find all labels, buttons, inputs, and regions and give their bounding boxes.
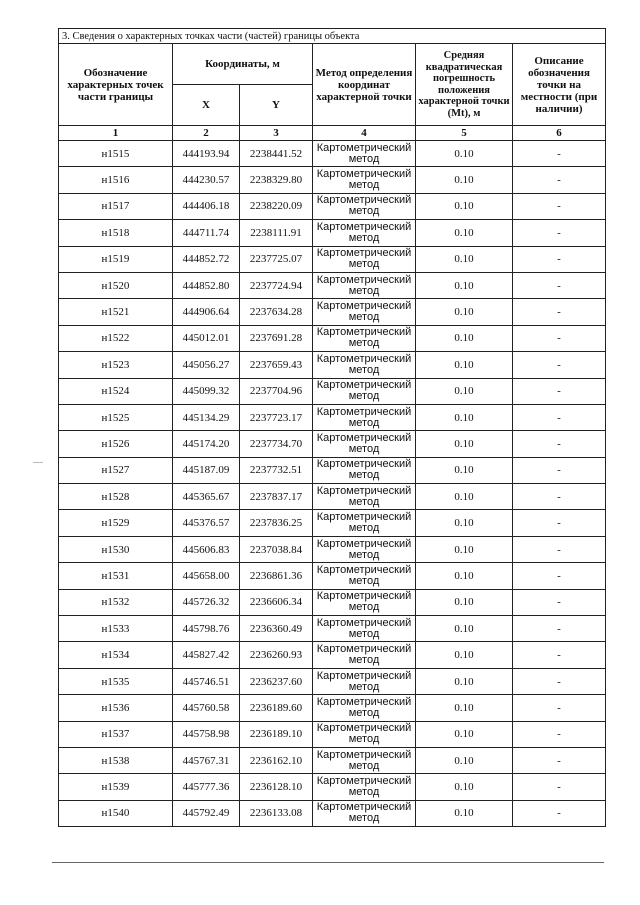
x-coordinate-cell: 445187.09 — [173, 457, 240, 483]
y-coordinate-cell: 2237836.25 — [240, 510, 313, 536]
table-row — [59, 457, 606, 483]
column-number: 6 — [513, 126, 606, 141]
description-cell: - — [513, 167, 606, 193]
accuracy-cell: 0.10 — [416, 800, 513, 826]
point-name-cell: н1515 — [59, 141, 173, 167]
method-cell: Картометрический метод — [313, 220, 416, 246]
x-coordinate-cell: 445827.42 — [173, 642, 240, 668]
header-method: Метод определения координат характерной точки — [313, 44, 416, 126]
description-cell: - — [513, 352, 606, 378]
point-name-cell: н1533 — [59, 616, 173, 642]
x-coordinate-cell: 445365.67 — [173, 484, 240, 510]
x-coordinate-cell: 445099.32 — [173, 378, 240, 404]
x-coordinate-cell: 444230.57 — [173, 167, 240, 193]
description-cell: - — [513, 141, 606, 167]
description-cell: - — [513, 589, 606, 615]
point-name-cell: н1530 — [59, 536, 173, 562]
point-name-cell: н1538 — [59, 747, 173, 773]
description-cell: - — [513, 193, 606, 219]
x-coordinate-cell: 445767.31 — [173, 747, 240, 773]
y-coordinate-cell: 2237732.51 — [240, 457, 313, 483]
x-coordinate-cell: 445658.00 — [173, 563, 240, 589]
description-cell: - — [513, 510, 606, 536]
accuracy-cell: 0.10 — [416, 484, 513, 510]
method-cell: Картометрический метод — [313, 431, 416, 457]
point-name-cell: н1517 — [59, 193, 173, 219]
y-coordinate-cell: 2236861.36 — [240, 563, 313, 589]
table-row — [59, 536, 606, 562]
method-cell: Картометрический метод — [313, 536, 416, 562]
accuracy-cell: 0.10 — [416, 431, 513, 457]
description-cell: - — [513, 272, 606, 298]
point-name-cell: н1521 — [59, 299, 173, 325]
point-name-cell: н1536 — [59, 695, 173, 721]
x-coordinate-cell: 445777.36 — [173, 774, 240, 800]
y-coordinate-cell: 2237038.84 — [240, 536, 313, 562]
table-row — [59, 167, 606, 193]
method-cell: Картометрический метод — [313, 246, 416, 272]
description-cell: - — [513, 695, 606, 721]
description-cell: - — [513, 800, 606, 826]
point-name-cell: н1531 — [59, 563, 173, 589]
x-coordinate-cell: 445792.49 — [173, 800, 240, 826]
table-row — [59, 378, 606, 404]
x-coordinate-cell: 445606.83 — [173, 536, 240, 562]
accuracy-cell: 0.10 — [416, 695, 513, 721]
x-coordinate-cell: 445134.29 — [173, 404, 240, 430]
table-row — [59, 721, 606, 747]
table-row — [59, 193, 606, 219]
y-coordinate-cell: 2236237.60 — [240, 668, 313, 694]
x-coordinate-cell: 445012.01 — [173, 325, 240, 351]
accuracy-cell: 0.10 — [416, 299, 513, 325]
description-cell: - — [513, 404, 606, 430]
y-coordinate-cell: 2236133.08 — [240, 800, 313, 826]
point-name-cell: н1534 — [59, 642, 173, 668]
header-accuracy: Средняя квадратическая погрешность положения характерной точки (Mt), м — [416, 44, 513, 126]
method-cell: Картометрический метод — [313, 325, 416, 351]
description-cell: - — [513, 668, 606, 694]
point-name-cell: н1524 — [59, 378, 173, 404]
y-coordinate-cell: 2237734.70 — [240, 431, 313, 457]
accuracy-cell: 0.10 — [416, 616, 513, 642]
accuracy-cell: 0.10 — [416, 167, 513, 193]
method-cell: Картометрический метод — [313, 642, 416, 668]
y-coordinate-cell: 2237837.17 — [240, 484, 313, 510]
table-row — [59, 141, 606, 167]
accuracy-cell: 0.10 — [416, 141, 513, 167]
table-row — [59, 695, 606, 721]
description-cell: - — [513, 325, 606, 351]
method-cell: Картометрический метод — [313, 668, 416, 694]
method-cell: Картометрический метод — [313, 510, 416, 536]
x-coordinate-cell: 445726.32 — [173, 589, 240, 615]
point-name-cell: н1527 — [59, 457, 173, 483]
description-cell: - — [513, 536, 606, 562]
table-row — [59, 774, 606, 800]
column-number: 5 — [416, 126, 513, 141]
table-row — [59, 404, 606, 430]
accuracy-cell: 0.10 — [416, 774, 513, 800]
accuracy-cell: 0.10 — [416, 510, 513, 536]
y-coordinate-cell: 2237659.43 — [240, 352, 313, 378]
method-cell: Картометрический метод — [313, 695, 416, 721]
point-name-cell: н1539 — [59, 774, 173, 800]
y-coordinate-cell: 2237704.96 — [240, 378, 313, 404]
description-cell: - — [513, 431, 606, 457]
method-cell: Картометрический метод — [313, 141, 416, 167]
section-title: 3. Сведения о характерных точках части (частей) границы объекта — [59, 29, 606, 44]
header-description: Описание обозначения точки на местности (при наличии) — [513, 44, 606, 126]
description-cell: - — [513, 378, 606, 404]
x-coordinate-cell: 445760.58 — [173, 695, 240, 721]
y-coordinate-cell: 2237723.17 — [240, 404, 313, 430]
description-cell: - — [513, 220, 606, 246]
point-name-cell: н1523 — [59, 352, 173, 378]
table-body — [59, 141, 606, 827]
accuracy-cell: 0.10 — [416, 246, 513, 272]
description-cell: - — [513, 457, 606, 483]
x-coordinate-cell: 445376.57 — [173, 510, 240, 536]
x-coordinate-cell: 444711.74 — [173, 220, 240, 246]
accuracy-cell: 0.10 — [416, 325, 513, 351]
method-cell: Картометрический метод — [313, 747, 416, 773]
point-name-cell: н1516 — [59, 167, 173, 193]
point-name-cell: н1522 — [59, 325, 173, 351]
point-name-cell: н1526 — [59, 431, 173, 457]
description-cell: - — [513, 774, 606, 800]
description-cell: - — [513, 563, 606, 589]
table-row — [59, 325, 606, 351]
table-row — [59, 272, 606, 298]
description-cell: - — [513, 484, 606, 510]
table-row — [59, 352, 606, 378]
y-coordinate-cell: 2236162.10 — [240, 747, 313, 773]
method-cell: Картометрический метод — [313, 272, 416, 298]
method-cell: Картометрический метод — [313, 484, 416, 510]
column-number: 1 — [59, 126, 173, 141]
accuracy-cell: 0.10 — [416, 352, 513, 378]
accuracy-cell: 0.10 — [416, 668, 513, 694]
y-coordinate-cell: 2236606.34 — [240, 589, 313, 615]
x-coordinate-cell: 444406.18 — [173, 193, 240, 219]
x-coordinate-cell: 445746.51 — [173, 668, 240, 694]
method-cell: Картометрический метод — [313, 193, 416, 219]
method-cell: Картометрический метод — [313, 616, 416, 642]
header-coordinates: Координаты, м — [173, 44, 313, 85]
point-name-cell: н1535 — [59, 668, 173, 694]
boundary-points-table — [58, 28, 606, 827]
point-name-cell: н1520 — [59, 272, 173, 298]
point-name-cell: н1525 — [59, 404, 173, 430]
method-cell: Картометрический метод — [313, 299, 416, 325]
header-designation: Обозначение характерных точек части границы — [59, 44, 173, 126]
y-coordinate-cell: 2238220.09 — [240, 193, 313, 219]
x-coordinate-cell: 444852.80 — [173, 272, 240, 298]
table-row — [59, 299, 606, 325]
y-coordinate-cell: 2237634.28 — [240, 299, 313, 325]
accuracy-cell: 0.10 — [416, 457, 513, 483]
point-name-cell: н1537 — [59, 721, 173, 747]
accuracy-cell: 0.10 — [416, 378, 513, 404]
accuracy-cell: 0.10 — [416, 404, 513, 430]
description-cell: - — [513, 246, 606, 272]
x-coordinate-cell: 444852.72 — [173, 246, 240, 272]
footer-divider — [52, 862, 604, 863]
accuracy-cell: 0.10 — [416, 642, 513, 668]
y-coordinate-cell: 2238441.52 — [240, 141, 313, 167]
accuracy-cell: 0.10 — [416, 193, 513, 219]
accuracy-cell: 0.10 — [416, 589, 513, 615]
x-coordinate-cell: 445174.20 — [173, 431, 240, 457]
description-cell: - — [513, 747, 606, 773]
description-cell: - — [513, 616, 606, 642]
x-coordinate-cell: 444193.94 — [173, 141, 240, 167]
table-row — [59, 220, 606, 246]
y-coordinate-cell: 2236189.10 — [240, 721, 313, 747]
table-header — [59, 29, 606, 141]
table-row — [59, 800, 606, 826]
x-coordinate-cell: 445758.98 — [173, 721, 240, 747]
accuracy-cell: 0.10 — [416, 563, 513, 589]
y-coordinate-cell: 2236128.10 — [240, 774, 313, 800]
y-coordinate-cell: 2236360.49 — [240, 616, 313, 642]
column-number: 3 — [240, 126, 313, 141]
point-name-cell: н1518 — [59, 220, 173, 246]
y-coordinate-cell: 2237725.07 — [240, 246, 313, 272]
table-row — [59, 668, 606, 694]
point-name-cell: н1529 — [59, 510, 173, 536]
table-row — [59, 246, 606, 272]
method-cell: Картометрический метод — [313, 721, 416, 747]
y-coordinate-cell: 2237724.94 — [240, 272, 313, 298]
point-name-cell: н1532 — [59, 589, 173, 615]
method-cell: Картометрический метод — [313, 774, 416, 800]
method-cell: Картометрический метод — [313, 378, 416, 404]
description-cell: - — [513, 642, 606, 668]
column-numbers-row — [59, 126, 606, 141]
accuracy-cell: 0.10 — [416, 272, 513, 298]
table-row — [59, 642, 606, 668]
method-cell: Картометрический метод — [313, 800, 416, 826]
description-cell: - — [513, 721, 606, 747]
accuracy-cell: 0.10 — [416, 747, 513, 773]
column-number: 2 — [173, 126, 240, 141]
point-name-cell: н1528 — [59, 484, 173, 510]
point-name-cell: н1540 — [59, 800, 173, 826]
method-cell: Картометрический метод — [313, 563, 416, 589]
header-x: X — [173, 85, 240, 126]
table-row — [59, 589, 606, 615]
margin-mark — [33, 462, 43, 463]
x-coordinate-cell: 444906.64 — [173, 299, 240, 325]
header-y: Y — [240, 85, 313, 126]
method-cell: Картометрический метод — [313, 404, 416, 430]
method-cell: Картометрический метод — [313, 167, 416, 193]
table-row — [59, 563, 606, 589]
point-name-cell: н1519 — [59, 246, 173, 272]
accuracy-cell: 0.10 — [416, 721, 513, 747]
y-coordinate-cell: 2238111.91 — [240, 220, 313, 246]
y-coordinate-cell: 2237691.28 — [240, 325, 313, 351]
table-row — [59, 747, 606, 773]
y-coordinate-cell: 2236189.60 — [240, 695, 313, 721]
table-row — [59, 431, 606, 457]
method-cell: Картометрический метод — [313, 457, 416, 483]
accuracy-cell: 0.10 — [416, 220, 513, 246]
y-coordinate-cell: 2238329.80 — [240, 167, 313, 193]
description-cell: - — [513, 299, 606, 325]
method-cell: Картометрический метод — [313, 589, 416, 615]
column-number: 4 — [313, 126, 416, 141]
table-row — [59, 484, 606, 510]
x-coordinate-cell: 445798.76 — [173, 616, 240, 642]
method-cell: Картометрический метод — [313, 352, 416, 378]
y-coordinate-cell: 2236260.93 — [240, 642, 313, 668]
x-coordinate-cell: 445056.27 — [173, 352, 240, 378]
accuracy-cell: 0.10 — [416, 536, 513, 562]
table-row — [59, 510, 606, 536]
table-row — [59, 616, 606, 642]
